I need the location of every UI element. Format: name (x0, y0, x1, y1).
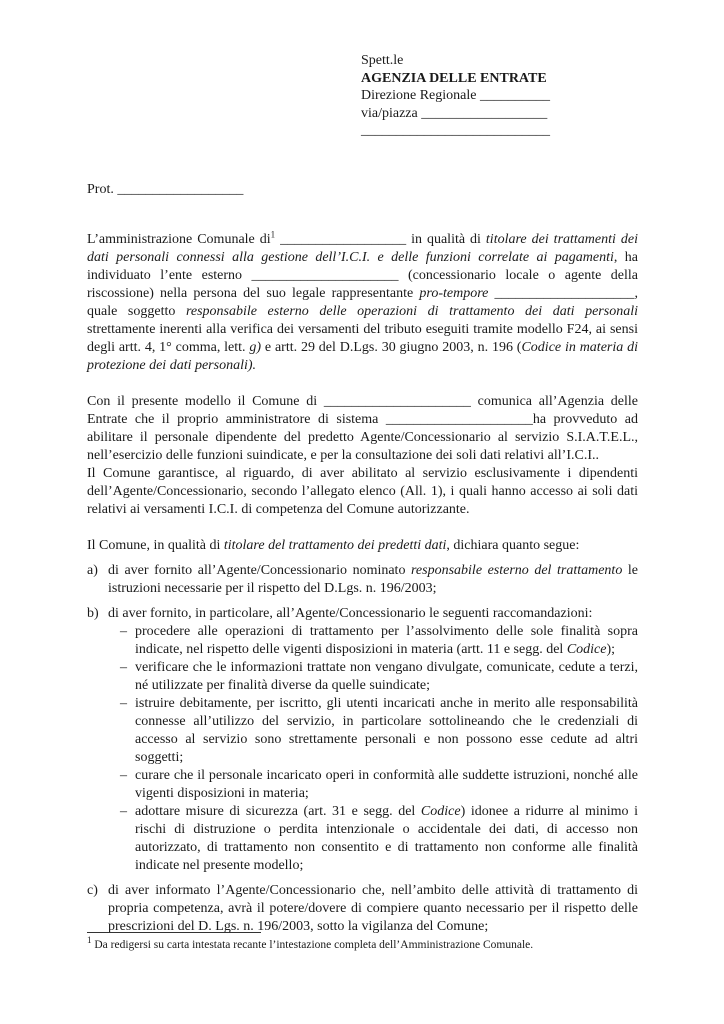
recommendation-item: – verificare che le informazioni trattate non vengano divulgate, comunicate, cedute a terzi, né utilizzate per finalità diverse da quelle suindicate; (120, 660, 638, 693)
recommendation-item: – adottare misure di sicurezza (art. 31 e segg. del Codice) idonee a ridurre al minimo i rischi di distruzione o perdita intenzionale o accidentale dei dati, di accesso non autorizzato, di trattamento non consentito e di trattamento non conforme alle finalità indicate nel presente modello; (120, 804, 638, 873)
recommendations-list (108, 623, 638, 875)
recommendation-item: – curare che il personale incaricato operi in conformità alle suddette istruzioni, nonché alle vigenti disposizioni in materia; (120, 768, 638, 801)
footnote-number: 1 (87, 935, 92, 946)
list-marker: a) (87, 563, 98, 578)
list-marker: b) (87, 606, 99, 621)
address-agency-name: AGENZIA DELLE ENTRATE (361, 70, 547, 86)
address-regional-direction: Direzione Regionale __________ (361, 88, 550, 103)
dash-marker: – (120, 660, 127, 675)
document-body (87, 229, 639, 946)
list-item: a) di aver fornito all’Agente/Concessionario nominato responsabile esterno del trattamento le istruzioni necessarie per il rispetto del D.Lgs. n. 196/2003; (87, 563, 638, 596)
footnote: $^1$ Da redigersi su carta intestata recante l’intestazione completa dell’Amministrazione Comunale. (87, 935, 534, 951)
protocol-number: Prot. __________________ (87, 182, 244, 197)
paragraph-appointment: L’amministrazione Comunale $di^1$ __________________ in qualità di titolare dei trattamenti dei dati personali connessi alla gestione dell’I.C.I. e delle funzioni correlate ai pagamenti, ha individuato l’ente esterno _____________________ (concessionario locale o agente della riscossione) nella persona del suo legale rappresentante pro-tempore ____________________, quale soggetto responsabile esterno delle operazioni di trattamento dei dati personali strettamente inerenti alla verifica dei versamenti del tributo eseguiti tramite modello F24, ai sensi degli artt. 4, 1° comma, lett. g) e artt. 29 del D.Lgs. 30 giugno 2003, n. 196 (Codice in materia di protezione dei dati personali). (87, 229, 639, 373)
recommendation-item: – istruire debitamente, per iscritto, gli utenti incaricati anche in merito alle responsabilità connesse all’utilizzo del servizio, in particolare sottolineando che le credenziali di accesso al servizio sono strettamente personali e non possono esse cedute ad altri soggetti; (120, 696, 638, 765)
address-street: via/piazza __________________ (361, 105, 548, 121)
paragraph-communication: Con il presente modello il Comune di _____________________ comunica all’Agenzia delle Entrate che il proprio amministratore di sistema _____________________ha provveduto ad abilitare il personale dipendente del predetto Agente/Concessionario al servizio S.I.A.T.E.L., nell’esercizio delle funzioni suindicate, e per la consultazione dei soli dati relativi all’I.C.I.. (87, 394, 638, 463)
address-extra-line: ___________________________ (361, 123, 550, 138)
paragraph-declaration-intro: Il Comune, in qualità di titolare del trattamento dei predetti dati, dichiara quanto segue: (87, 538, 580, 553)
declaration-list (87, 562, 638, 936)
address-salutation: Spett.le (361, 53, 404, 68)
recipient-address-block (361, 52, 591, 140)
dash-marker: – (120, 696, 127, 711)
list-item: c) di aver informato l’Agente/Concessionario che, nell’ambito delle attività di trattamento di propria competenza, avrà il potere/dovere di compiere quanto necessario per il rispetto delle prescrizioni del D. Lgs. n. 196/2003, sotto la vigilanza del Comune; (87, 883, 638, 934)
footnote-ref: 1 (270, 229, 276, 240)
list-item: b) di aver fornito, in particolare, all’Agente/Concessionario le seguenti raccomandazioni: – procedere alle operazioni di trattamento per l’assolvimento delle sole finalità sopra indicate, nel rispetto delle vigenti disposizioni in materia (artt. 11 e segg. del Codice); – verificare che le informazioni trattate non vengano divulgate, comunicate, cedute a terzi, né utilizzate per finalità diverse da quelle suindicate; – istruire debitamente, per iscritto, gli utenti incaricati anche in merito alle responsabilità connesse all’utilizzo del servizio, in particolare sottolineando che le credenziali di accesso al servizio sono strettamente personali e non possono esse cedute ad altri soggetti; – curare che il personale incaricato operi in conformità alle suddette istruzioni, nonché alle vigenti disposizioni in materia; – adottare misure di sicurezza (art. 31 e segg. del Codice) idonee a ridurre al minimo i rischi di distruzione o perdita intenzionale o accidentale dei dati, di accesso non autorizzato, di trattamento non consentito e di trattamento non conforme alle finalità indicate nel presente modello; (87, 606, 638, 873)
list-marker: c) (87, 883, 98, 898)
dash-marker: – (120, 768, 127, 783)
dash-marker: – (120, 804, 127, 819)
recommendation-item: – procedere alle operazioni di trattamento per l’assolvimento delle sole finalità sopra indicate, nel rispetto delle vigenti disposizioni in materia (artt. 11 e segg. del Codice); (120, 624, 638, 657)
paragraph-guarantee: Il Comune garantisce, al riguardo, di aver abilitato al servizio esclusivamente i dipendenti dell’Agente/Concessionario, secondo l’allegato elenco (All. 1), i quali hanno accesso ai soli dati relativi ai versamenti I.C.I. di competenza del Comune autorizzante. (87, 466, 638, 517)
dash-marker: – (120, 624, 127, 639)
footnote-divider (87, 932, 261, 933)
